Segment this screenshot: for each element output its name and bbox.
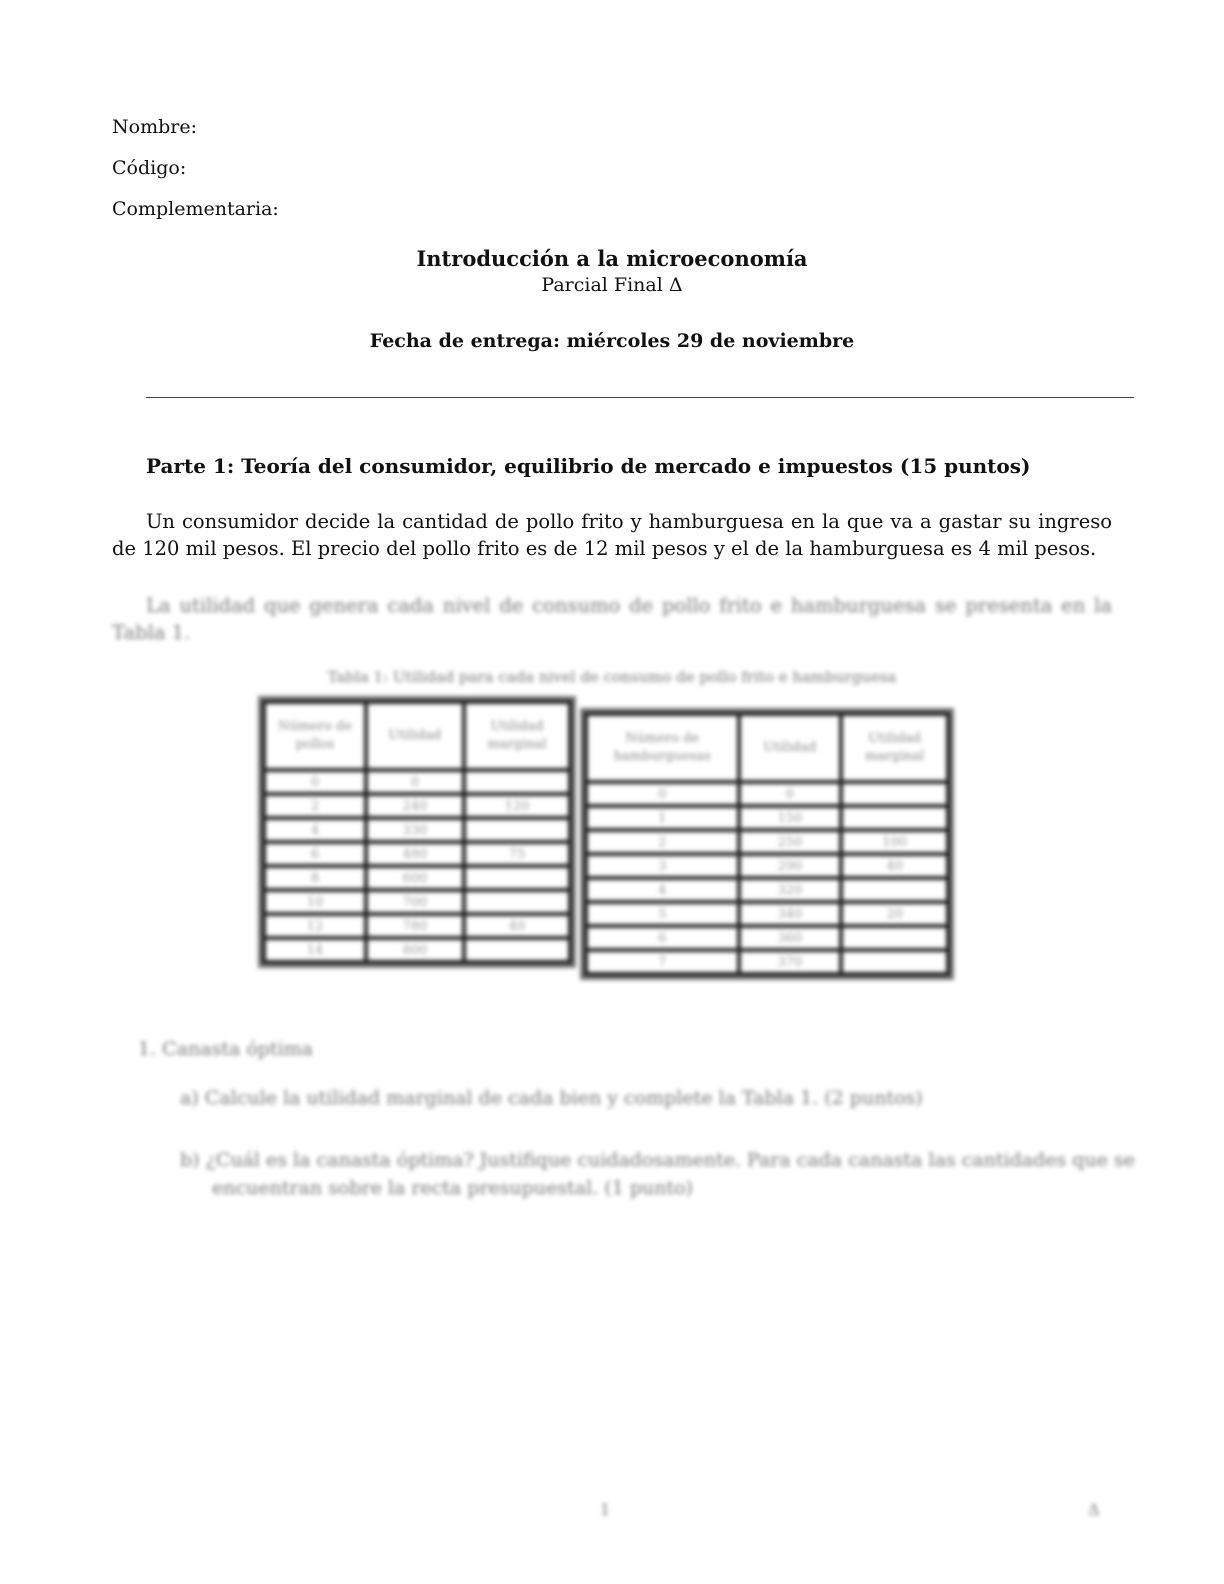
question-heading: 1. Canasta óptima	[138, 1038, 314, 1060]
table-cell: 40	[464, 914, 570, 938]
header-cell: Utilidad	[366, 702, 464, 770]
table-cell: 120	[464, 794, 570, 818]
table-cell: 6	[264, 842, 366, 866]
table-cell	[841, 878, 948, 902]
table-row	[586, 854, 948, 878]
table-row	[264, 866, 570, 890]
table-cell: 20	[841, 902, 948, 926]
intro-paragraph: Un consumidor decide la cantidad de pollo frito y hamburguesa en la que va a gastar su ingreso de 120 mil pesos. El precio del pollo frito es de 12 mil pesos y el de la hamburguesa es 4 mil pesos.	[112, 510, 1112, 560]
table-row	[264, 938, 570, 962]
table-cell	[464, 770, 570, 794]
table-cell	[464, 938, 570, 962]
name-field-label: Nombre:	[112, 116, 197, 138]
table-cell: 800	[366, 938, 464, 962]
table-cell: 600	[366, 866, 464, 890]
question-item: b) ¿Cuál es la canasta óptima? Justifique cuidadosamente. Para cada canasta las cantidades que se encuentran sobre la recta presupuestal. (1 punto)	[180, 1149, 1135, 1199]
table-cell: 40	[841, 854, 948, 878]
table-cell: 4	[264, 818, 366, 842]
table-row	[586, 926, 948, 950]
table-cell: 360	[739, 926, 842, 950]
document-subtitle: Parcial Final Δ	[541, 274, 683, 296]
table-cell: 480	[366, 842, 464, 866]
table-cell: 0	[264, 770, 366, 794]
table-cell: 100	[841, 830, 948, 854]
table-row	[586, 878, 948, 902]
table-cell: 340	[739, 902, 842, 926]
table-row	[264, 914, 570, 938]
table-cell: 10	[264, 890, 366, 914]
table-cell	[841, 950, 948, 974]
table-cell: 12	[264, 914, 366, 938]
table-caption: Tabla 1: Utilidad para cada nivel de consumo de pollo frito e hamburguesa	[327, 668, 897, 686]
table-row	[264, 842, 570, 866]
table-cell: 14	[264, 938, 366, 962]
table-cell: 8	[264, 866, 366, 890]
table-row	[264, 794, 570, 818]
table-cell: 7	[586, 950, 739, 974]
code-field-label: Código:	[112, 157, 187, 179]
table-cell	[464, 890, 570, 914]
table-intro-paragraph: La utilidad que genera cada nivel de consumo de pollo frito e hamburguesa se presenta en la Tabla 1.	[112, 594, 1112, 644]
table-row	[264, 818, 570, 842]
table-cell	[464, 866, 570, 890]
table-row	[586, 782, 948, 806]
table-cell: 700	[366, 890, 464, 914]
table-cell: 150	[739, 806, 842, 830]
horizontal-rule	[146, 397, 1134, 398]
table-cell: 0	[366, 770, 464, 794]
table-cell: 6	[586, 926, 739, 950]
header-cell: Número de pollos	[264, 702, 366, 770]
table-cell: 4	[586, 878, 739, 902]
table-row	[586, 950, 948, 974]
table-cell: 1	[586, 806, 739, 830]
header-cell: Número de hamburguesas	[586, 714, 739, 782]
table-cell: 0	[586, 782, 739, 806]
due-date: Fecha de entrega: miércoles 29 de noviembre	[369, 330, 855, 352]
header-cell: Utilidad	[739, 714, 842, 782]
table-cell: 2	[586, 830, 739, 854]
table-cell: 75	[464, 842, 570, 866]
burger-utility-table	[584, 712, 950, 976]
question-item: a) Calcule la utilidad marginal de cada bien y complete la Tabla 1. (2 puntos)	[180, 1087, 923, 1109]
table-cell: 780	[366, 914, 464, 938]
table-cell	[841, 926, 948, 950]
table-row	[264, 890, 570, 914]
table-row	[586, 902, 948, 926]
table-row	[264, 770, 570, 794]
table-cell: 0	[739, 782, 842, 806]
table-row	[586, 830, 948, 854]
table-cell: 3	[586, 854, 739, 878]
table-row	[586, 806, 948, 830]
table-cell	[841, 782, 948, 806]
table-cell: 5	[586, 902, 739, 926]
table-cell: 320	[739, 878, 842, 902]
header-cell: Utilidad marginal	[464, 702, 570, 770]
table-cell: 370	[739, 950, 842, 974]
table-cell: 330	[366, 818, 464, 842]
section-heading: Parte 1: Teoría del consumidor, equilibrio de mercado e impuestos (15 puntos)	[146, 454, 1031, 478]
table-cell: 250	[739, 830, 842, 854]
table-cell	[841, 806, 948, 830]
page-number: 1	[600, 1500, 611, 1519]
section-field-label: Complementaria:	[112, 198, 279, 220]
table-cell: 290	[739, 854, 842, 878]
table-cell: 2	[264, 794, 366, 818]
header-cell: Utilidad marginal	[841, 714, 948, 782]
document-title: Introducción a la microeconomía	[416, 246, 808, 271]
table-cell	[464, 818, 570, 842]
chicken-utility-table	[262, 700, 572, 964]
version-mark: Δ	[1088, 1500, 1100, 1519]
table-cell: 240	[366, 794, 464, 818]
